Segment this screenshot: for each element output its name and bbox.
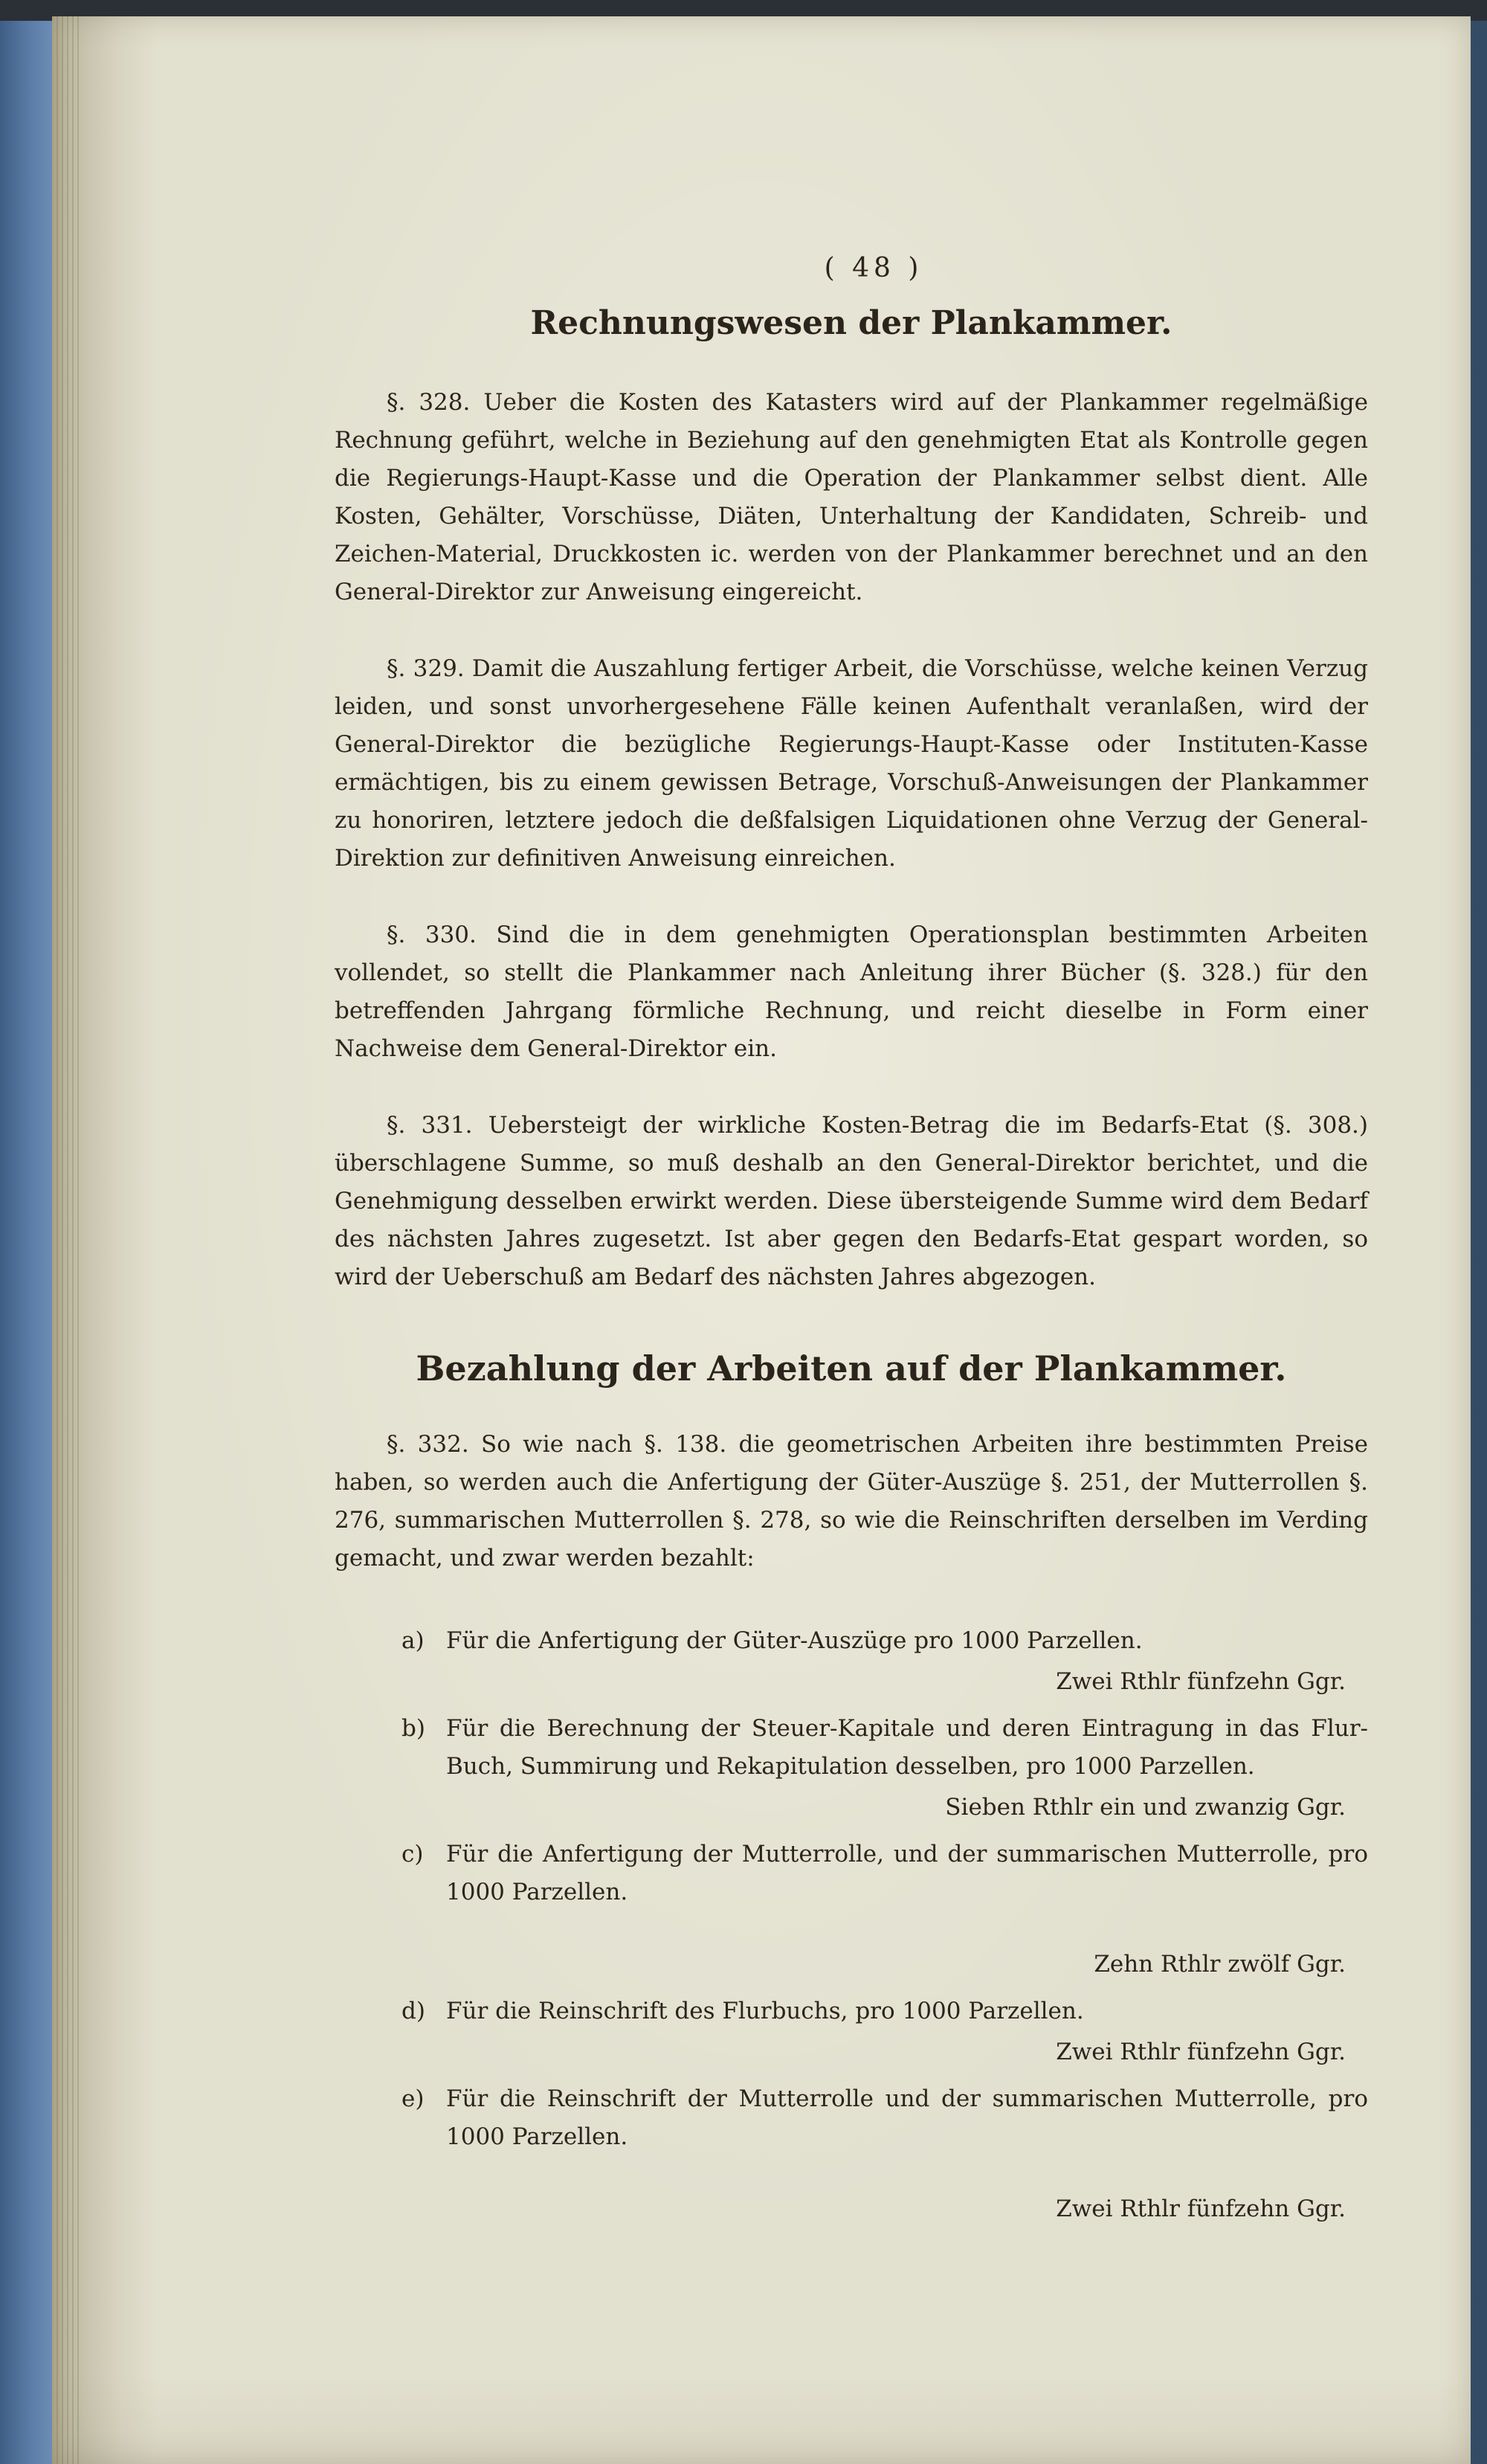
item-letter: e) bbox=[401, 2085, 425, 2112]
item-text: Für die Anfertigung der Mutterrolle, und der summarischen Mutterrolle, pro 1000 Parzellen. bbox=[446, 1841, 1368, 1905]
price-item-e bbox=[335, 2080, 1368, 2228]
page-edge-lines bbox=[57, 16, 79, 2464]
section-heading-rechnungswesen: Rechnungswesen der Plankammer. bbox=[530, 304, 1172, 342]
item-text: Für die Reinschrift der Mutterrolle und der summarischen Mutterrolle, pro 1000 Parzellen. bbox=[446, 2085, 1368, 2150]
price-item-c bbox=[335, 1836, 1368, 1984]
item-price: Zwei Rthlr fünfzehn Ggr. bbox=[1056, 2196, 1346, 2222]
item-text: Für die Reinschrift des Flurbuchs, pro 1000 Parzellen. bbox=[446, 1998, 1084, 2024]
item-letter: b) bbox=[401, 1715, 425, 1742]
item-price: Zwei Rthlr fünfzehn Ggr. bbox=[1056, 2039, 1346, 2065]
item-price: Zehn Rthlr zwölf Ggr. bbox=[1094, 1951, 1346, 1978]
paragraph-329: §. 329. Damit die Auszahlung fertiger Arbeit, die Vorschüsse, welche keinen Verzug leiden, und sonst unvorhergesehene Fälle keinen Aufenthalt veranlaßen, wird der General-Direktor die bezügliche Regierungs-Haupt-Kasse oder Instituten-Kasse ermächtigen, bis zu einem gewissen Betrage, Vorschuß-Anweisungen der Plankammer zu honoriren, letztere jedoch die deßfalsigen Liquidationen ohne Verzug der General-Direktion zur definitiven Anweisung einreichen. bbox=[335, 655, 1368, 872]
item-price: Sieben Rthlr ein und zwanzig Ggr. bbox=[945, 1794, 1346, 1821]
item-text: Für die Anfertigung der Güter-Auszüge pro 1000 Parzellen. bbox=[446, 1627, 1143, 1654]
item-letter: c) bbox=[401, 1841, 424, 1868]
page-number: ( 48 ) bbox=[824, 253, 923, 283]
paragraph-331: §. 331. Uebersteigt der wirkliche Kosten-Betrag die im Bedarfs-Etat (§. 308.) überschlagene Summe, so muß deshalb an den General-Direktor berichtet, und die Genehmigung desselben erwirkt werden. Diese übersteigende Summe wird dem Bedarf des nächsten Jahres zugesetzt. Ist aber gegen den Bedarfs-Etat gespart worden, so wird der Ueberschuß am Bedarf des nächsten Jahres abgezogen. bbox=[335, 1112, 1368, 1290]
page-text bbox=[335, 253, 1368, 2237]
item-price: Zwei Rthlr fünfzehn Ggr. bbox=[1056, 1668, 1346, 1695]
paragraph-328: §. 328. Ueber die Kosten des Katasters wird auf der Plankammer regelmäßige Rechnung geführt, welche in Beziehung auf den genehmigten Etat als Kontrolle gegen die Regierungs-Haupt-Kasse und die Operation der Plankammer selbst dient. Alle Kosten, Gehälter, Vorschüsse, Diäten, Unterhaltung der Kandidaten, Schreib- und Zeichen-Material, Druckkosten ic. werden von der Plankammer berechnet und an den General-Direktor zur Anweisung eingereicht. bbox=[335, 389, 1368, 605]
price-item-a bbox=[335, 1622, 1368, 1701]
paragraph-330: §. 330. Sind die in dem genehmigten Operationsplan bestimmten Arbeiten vollendet, so stellt die Plankammer nach Anleitung ihrer Bücher (§. 328.) für den betreffenden Jahrgang förmliche Rechnung, und reicht dieselbe in Form einer Nachweise dem General-Direktor ein. bbox=[335, 921, 1368, 1062]
item-text: Für die Berechnung der Steuer-Kapitale und deren Eintragung in das Flur-Buch, Summirung und Rekapitulation desselben, pro 1000 Parzellen. bbox=[446, 1715, 1368, 1780]
price-item-b bbox=[335, 1710, 1368, 1827]
paragraph-332: §. 332. So wie nach §. 138. die geometrischen Arbeiten ihre bestimmten Preise haben, so werden auch die Anfertigung der Güter-Auszüge §. 251, der Mutterrollen §. 276, summarischen Mutterrollen §. 278, so wie die Reinschriften derselben im Verding gemacht, und zwar werden bezahlt: bbox=[335, 1431, 1368, 1572]
section-heading-bezahlung: Bezahlung der Arbeiten auf der Plankammer. bbox=[416, 1348, 1287, 1389]
item-letter: d) bbox=[401, 1998, 425, 2024]
price-item-d bbox=[335, 1992, 1368, 2071]
item-letter: a) bbox=[401, 1627, 425, 1654]
